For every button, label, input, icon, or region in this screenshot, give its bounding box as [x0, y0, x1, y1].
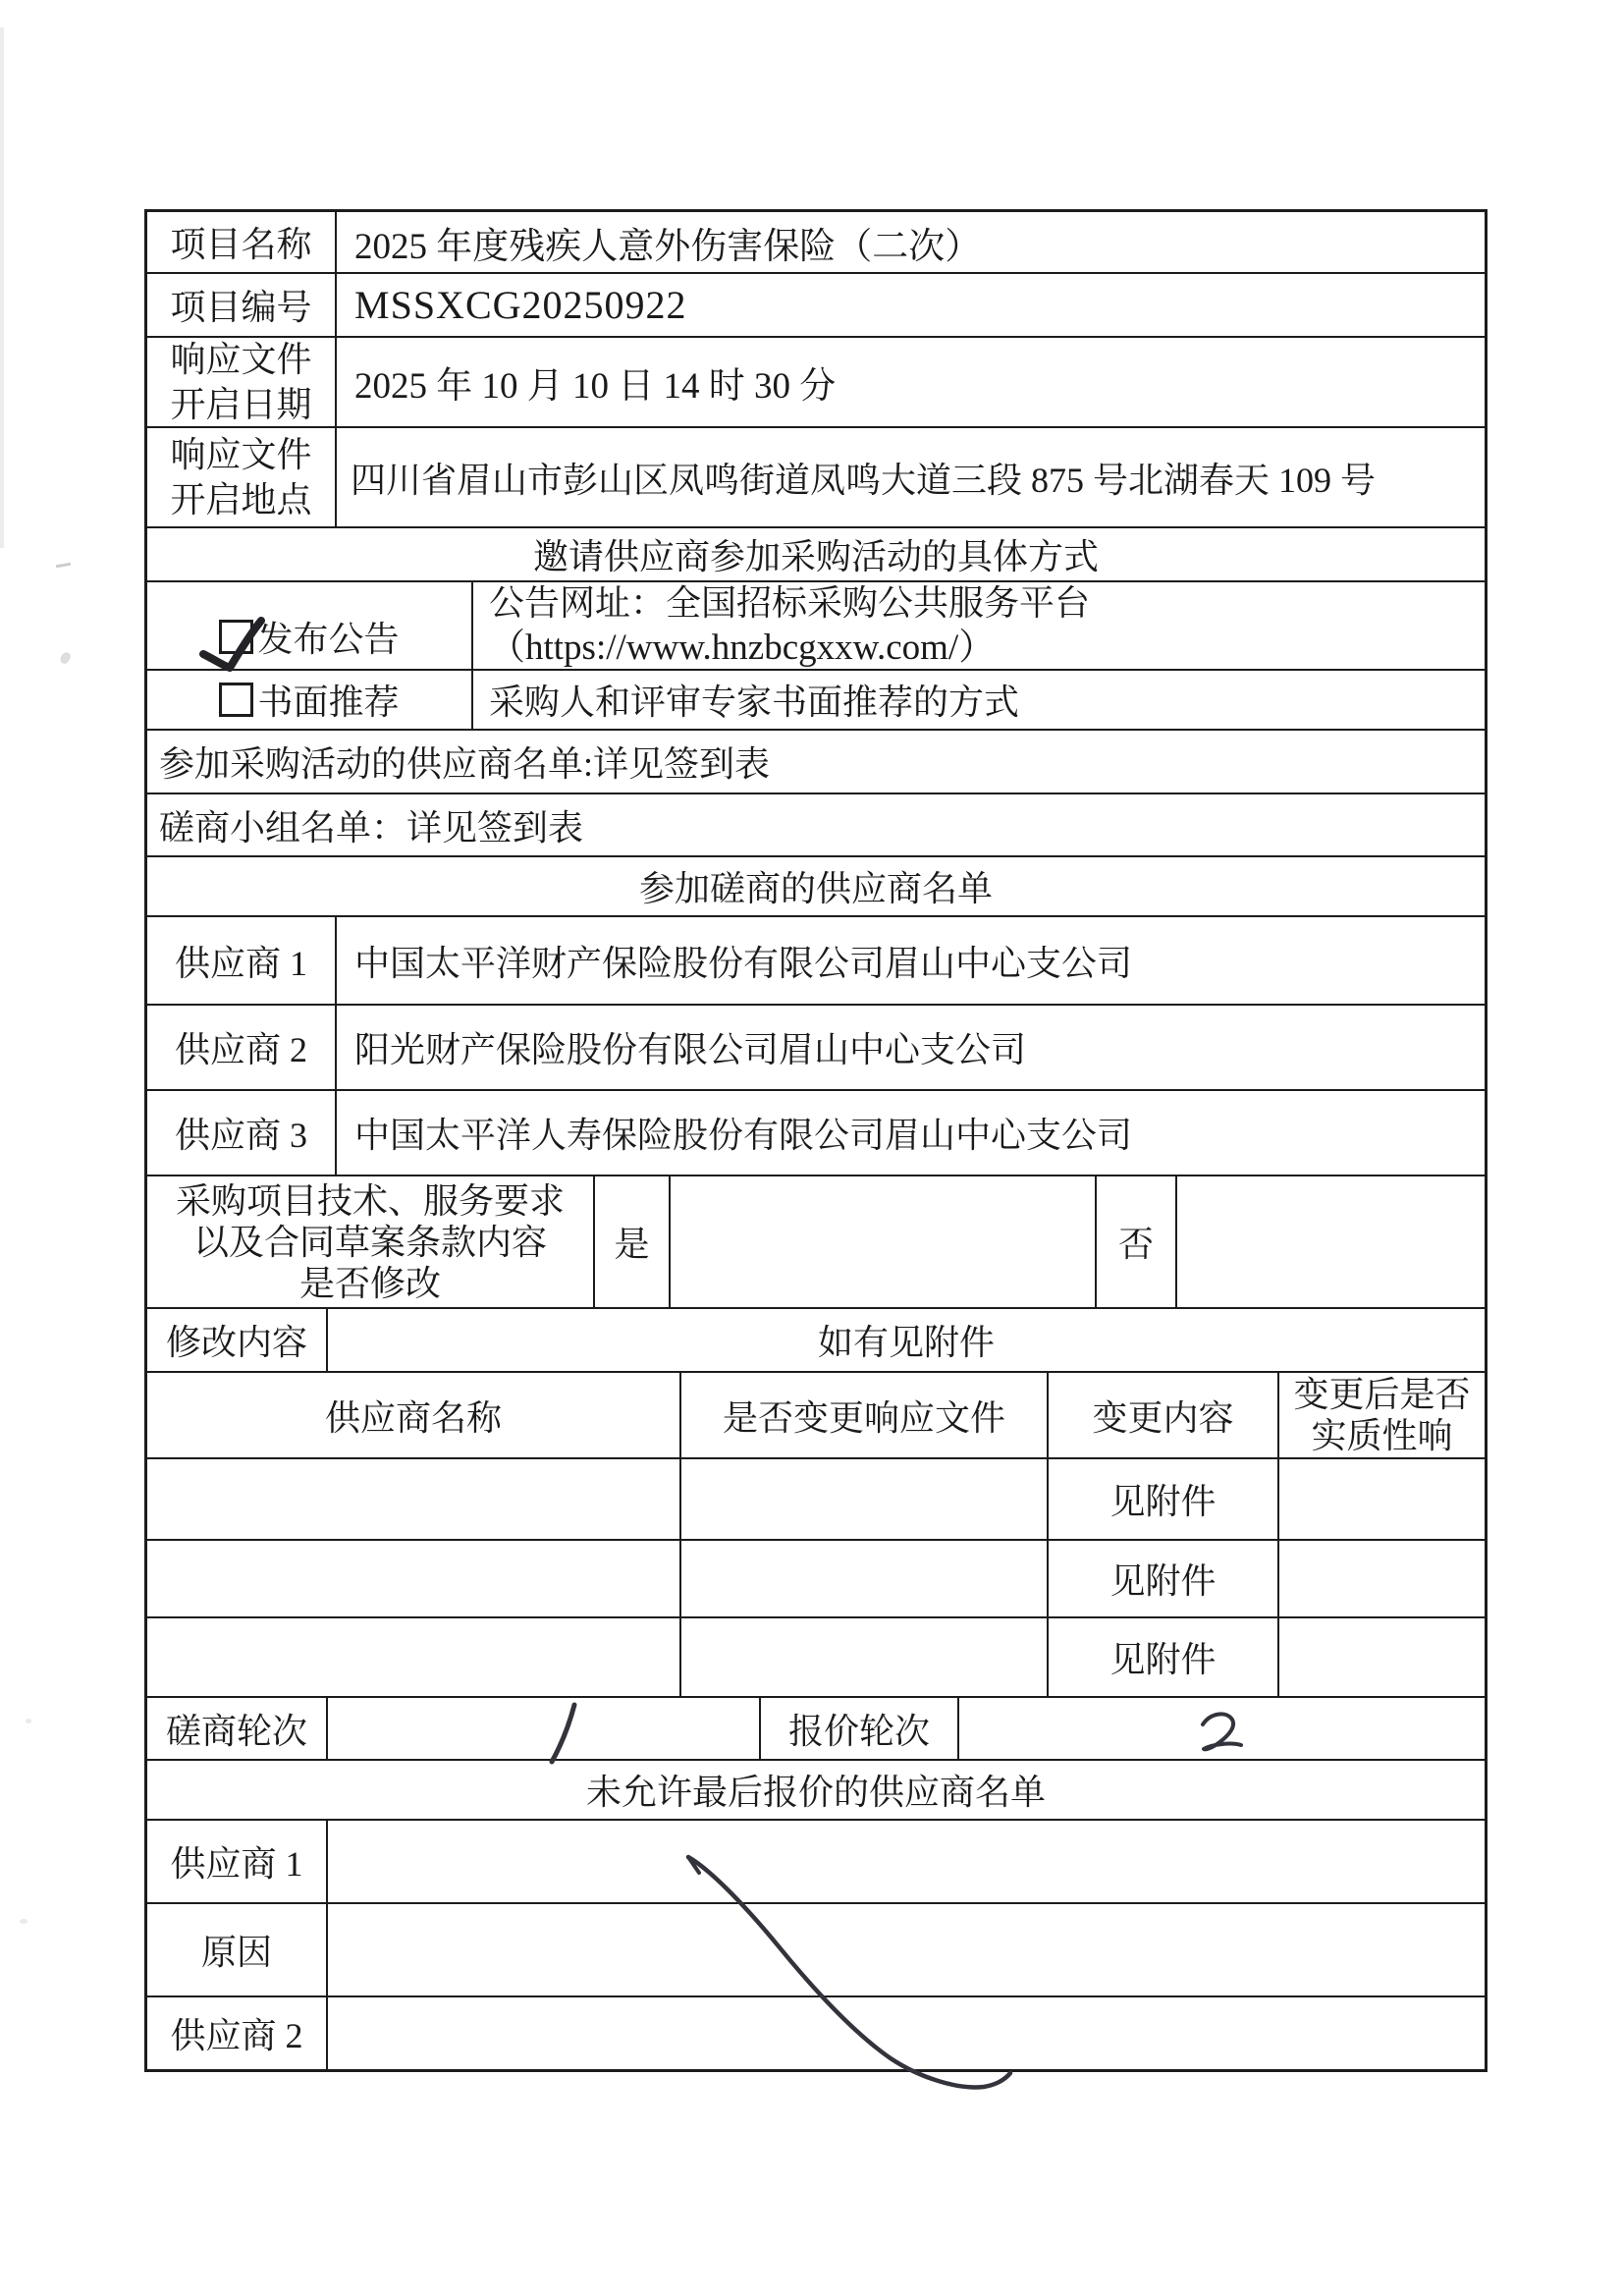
project-name-value: 2025 年度残疾人意外伤害保险（二次）: [354, 226, 982, 267]
change-row2-supplier-cell: [147, 1541, 681, 1616]
change-table-row: [147, 1541, 1485, 1618]
modification-content-value: 如有见附件: [817, 1323, 995, 1362]
table-row-written-recommendation: [147, 671, 1485, 731]
modification-no-value-cell: [1177, 1176, 1485, 1307]
table-row-project-name: [147, 212, 1485, 274]
change-header-changed: 是否变更响应文件: [681, 1373, 1049, 1457]
project-name-label: 项目名称: [147, 212, 337, 272]
written-recommendation-detail: 采购人和评审专家书面推荐的方式: [489, 683, 1020, 722]
scan-artifact: [59, 651, 72, 666]
negotiation-rounds-label: 磋商轮次: [147, 1698, 328, 1759]
supplier-2-name: 阳光财产保险股份有限公司眉山中心支公司: [354, 1030, 1027, 1069]
table-row-no-final-reason: [147, 1904, 1485, 1997]
change-table-row: [147, 1618, 1485, 1698]
written-recommendation-option: [219, 675, 399, 725]
modification-question-label: [147, 1176, 595, 1307]
change-header-substantive-line1: 变更后是否: [1293, 1375, 1471, 1414]
announcement-url-line: （https://www.hnzbcgxxw.com/）: [489, 628, 996, 668]
negotiation-suppliers-title: 参加磋商的供应商名单: [638, 869, 993, 908]
table-row-supplier-1: [147, 917, 1485, 1006]
modification-yes-label: 是: [595, 1176, 671, 1307]
publish-announcement-label: 发布公告: [257, 620, 400, 659]
change-header-supplier: 供应商名称: [147, 1373, 681, 1457]
change-row2-changed-cell: [681, 1541, 1049, 1616]
change-row3-content-cell: 见附件: [1049, 1618, 1279, 1696]
procurement-record-table: [144, 209, 1488, 2072]
announcement-site-line: 公告网址：全国招标采购公共服务平台: [489, 583, 1091, 623]
project-code-value: MSSXCG20250922: [354, 283, 687, 327]
table-row-no-final-quote-title: [147, 1761, 1485, 1821]
table-row-publish-announcement: [147, 582, 1485, 671]
open-place-label-line2: 开启地点: [170, 480, 312, 519]
negotiation-group-note: 磋商小组名单：详见签到表: [159, 807, 584, 847]
publish-announcement-cell: [147, 582, 473, 669]
no-final-supplier-2-label: 供应商 2: [147, 1997, 328, 2069]
publish-announcement-option: [219, 612, 399, 669]
modification-question-line1: 采购项目技术、服务要求: [175, 1180, 565, 1221]
quote-rounds-label: 报价轮次: [761, 1698, 959, 1759]
open-date-value: 2025 年 10 月 10 日 14 时 30 分: [354, 366, 837, 407]
change-row1-supplier-cell: [147, 1459, 681, 1539]
change-row2-substantive-cell: [1279, 1541, 1485, 1616]
written-recommendation-label: 书面推荐: [257, 683, 400, 722]
table-row-change-headers: [147, 1373, 1485, 1459]
table-row-modification-content: [147, 1309, 1485, 1373]
written-recommendation-checkbox: [219, 683, 253, 717]
table-row-project-code: [147, 274, 1485, 338]
scan-edge-shadow: [0, 27, 4, 548]
supplier-3-label: 供应商 3: [147, 1091, 337, 1175]
change-header-content: 变更内容: [1049, 1373, 1279, 1457]
no-final-supplier-1-label: 供应商 1: [147, 1821, 328, 1902]
supplier-3-name: 中国太平洋人寿保险股份有限公司眉山中心支公司: [354, 1116, 1133, 1155]
no-final-reason-value-cell: [328, 1904, 1485, 1995]
publish-announcement-detail: [473, 582, 1485, 669]
table-row-attend-suppliers-note: [147, 731, 1485, 794]
quote-rounds-value-cell: [959, 1698, 1485, 1759]
scan-artifact: [26, 1719, 31, 1723]
change-row3-supplier-cell: [147, 1618, 681, 1696]
negotiation-rounds-value-cell: [328, 1698, 761, 1759]
no-final-quote-title: 未允许最后报价的供应商名单: [585, 1773, 1046, 1812]
table-row-supplier-3: [147, 1091, 1485, 1176]
no-final-supplier-2-value-cell: [328, 1997, 1485, 2069]
attend-suppliers-note: 参加采购活动的供应商名单:详见签到表: [159, 744, 771, 784]
change-row1-content-cell: 见附件: [1049, 1459, 1279, 1539]
change-row1-substantive-cell: [1279, 1459, 1485, 1539]
table-row-invitation-title: [147, 528, 1485, 582]
modification-question-line2: 以及合同草案条款内容: [192, 1222, 547, 1262]
change-header-substantive-line2: 实质性响: [1311, 1416, 1453, 1455]
change-header-substantive: [1279, 1373, 1485, 1457]
scan-artifact: [20, 1919, 27, 1924]
supplier-1-label: 供应商 1: [147, 917, 337, 1004]
open-date-label-line1: 响应文件: [170, 340, 312, 379]
table-row-no-final-supplier-1: [147, 1821, 1485, 1904]
change-row2-content-cell: 见附件: [1049, 1541, 1279, 1616]
open-date-label: [147, 338, 337, 426]
table-row-no-final-supplier-2: [147, 1997, 1485, 2069]
table-row-rounds: [147, 1698, 1485, 1761]
table-row-open-date: [147, 338, 1485, 428]
open-date-label-line2: 开启日期: [170, 385, 312, 424]
open-place-label: [147, 428, 337, 526]
modification-yes-value-cell: [671, 1176, 1097, 1307]
written-recommendation-cell: [147, 671, 473, 729]
table-row-supplier-2: [147, 1006, 1485, 1091]
table-row-negotiation-suppliers-title: [147, 857, 1485, 917]
modification-no-label: 否: [1097, 1176, 1177, 1307]
open-place-value: 四川省眉山市彭山区凤鸣街道凤鸣大道三段 875 号北湖春天 109 号: [351, 460, 1377, 500]
table-row-negotiation-group-note: [147, 794, 1485, 857]
no-final-supplier-1-value-cell: [328, 1821, 1485, 1902]
invitation-section-title: 邀请供应商参加采购活动的具体方式: [532, 537, 1099, 576]
table-row-modification-question: [147, 1176, 1485, 1309]
project-code-label: 项目编号: [147, 274, 337, 336]
supplier-2-label: 供应商 2: [147, 1006, 337, 1089]
modification-content-label: 修改内容: [147, 1309, 328, 1371]
change-row1-changed-cell: [681, 1459, 1049, 1539]
modification-question-line3: 是否修改: [298, 1263, 441, 1303]
open-place-label-line1: 响应文件: [170, 435, 312, 474]
scan-artifact: [56, 563, 71, 569]
supplier-1-name: 中国太平洋财产保险股份有限公司眉山中心支公司: [354, 943, 1133, 983]
change-row3-changed-cell: [681, 1618, 1049, 1696]
change-row3-substantive-cell: [1279, 1618, 1485, 1696]
table-row-open-place: [147, 428, 1485, 528]
no-final-reason-label: 原因: [147, 1904, 328, 1995]
change-table-row: [147, 1459, 1485, 1541]
publish-announcement-checkbox: [219, 620, 253, 654]
